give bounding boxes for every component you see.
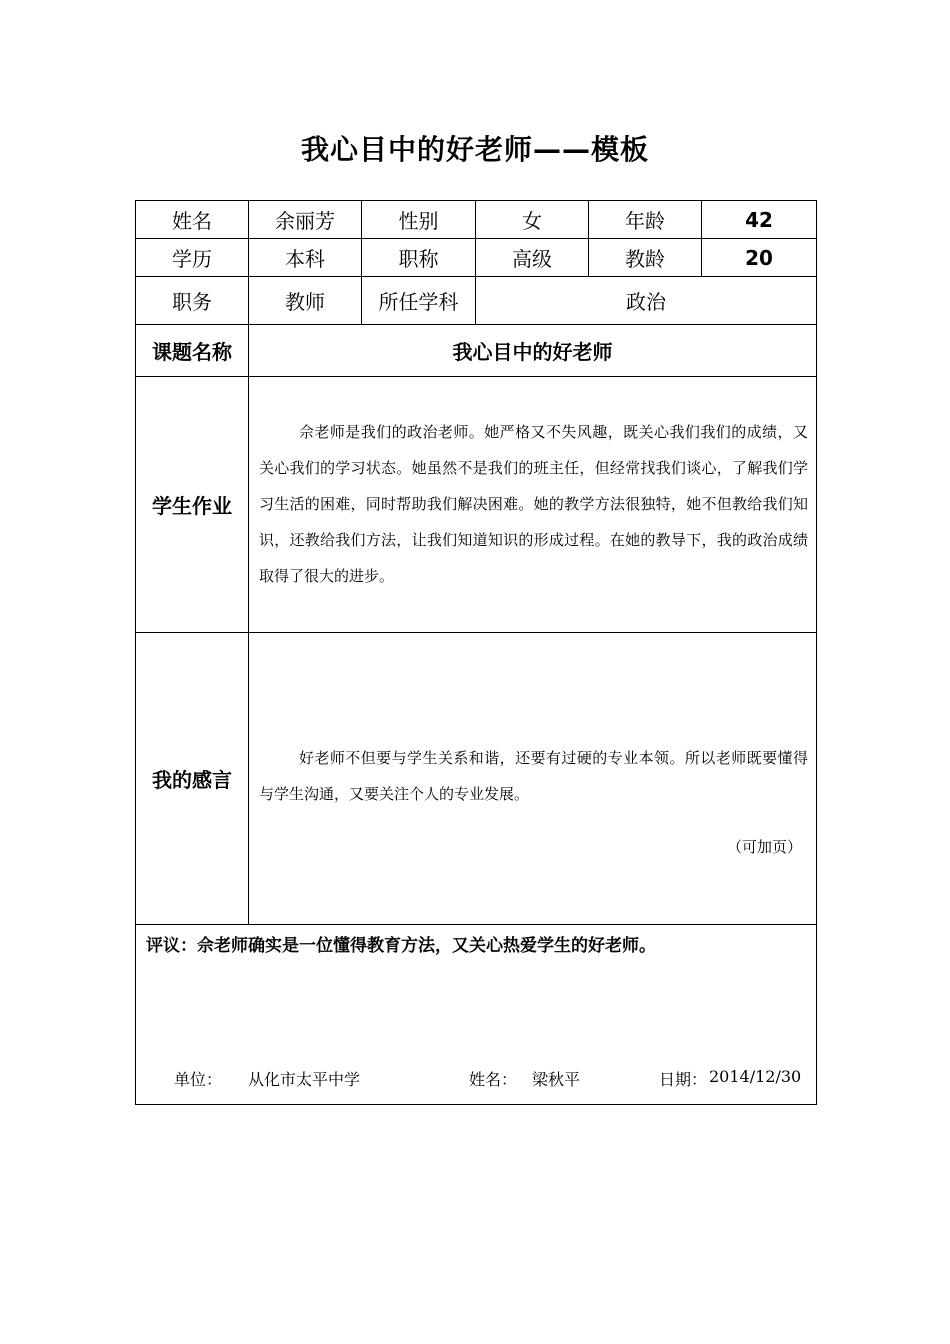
table-row: [136, 925, 817, 1105]
age-label: 年龄: [589, 201, 702, 239]
feeling-text: 好老师不但要与学生关系和谐，还要有过硬的专业本领。所以老师既要懂得与学生沟通，又要关注个人的专业发展。: [259, 748, 808, 803]
table-row: [136, 377, 817, 633]
position-label: 职务: [136, 277, 249, 325]
homework-text: 佘老师是我们的政治老师。她严格又不失风趣，既关心我们我们的成绩，又关心我们的学习状态。她虽然不是我们的班主任，但经常找我们谈心，了解我们学习生活的困难，同时帮助我们解决困难。她的教学方法很独特，她不但教给我们知识，还教给我们方法，让我们知道知识的形成过程。在她的教导下，我的政治成绩取得了很大的进步。: [259, 422, 808, 585]
add-page-note: （可加页）: [726, 838, 802, 856]
position-value: 教师: [249, 277, 362, 325]
rank-label: 职称: [362, 239, 476, 277]
teaching-years-label: 教龄: [589, 239, 702, 277]
feeling-cell: [249, 633, 817, 925]
homework-label: 学生作业: [136, 377, 249, 633]
homework-cell: [249, 377, 817, 633]
date-label: 日期：: [659, 1070, 708, 1089]
age-value: 42: [702, 201, 817, 239]
comment-cell: [136, 925, 817, 1105]
document-title: 我心目中的好老师——模板: [300, 133, 649, 166]
subject-label: 所任学科: [362, 277, 476, 325]
table-row: [136, 277, 817, 325]
table-row: [136, 239, 817, 277]
gender-label: 性别: [362, 201, 476, 239]
rank-value: 高级: [476, 239, 589, 277]
gender-value: 女: [476, 201, 589, 239]
unit-label: 单位：: [174, 1070, 223, 1089]
table-row: [136, 325, 817, 377]
table-row: [136, 201, 817, 239]
signer-value: 梁秋平: [532, 1070, 581, 1089]
teacher-form-table: [135, 200, 817, 1105]
name-value: 余丽芳: [249, 201, 362, 239]
name-label: 姓名: [136, 201, 249, 239]
signer-label: 姓名：: [469, 1070, 518, 1089]
topic-value: 我心目中的好老师: [249, 325, 817, 377]
education-label: 学历: [136, 239, 249, 277]
feeling-label: 我的感言: [136, 633, 249, 925]
topic-label: 课题名称: [136, 325, 249, 377]
table-row: [136, 633, 817, 925]
teaching-years-value: 20: [702, 239, 817, 277]
unit-value: 从化市太平中学: [248, 1070, 361, 1089]
subject-value: 政治: [476, 277, 817, 325]
comment-text: 评议：佘老师确实是一位懂得教育方法，又关心热爱学生的好老师。: [146, 936, 656, 956]
date-value: 2014/12/30: [709, 1067, 802, 1086]
education-value: 本科: [249, 239, 362, 277]
